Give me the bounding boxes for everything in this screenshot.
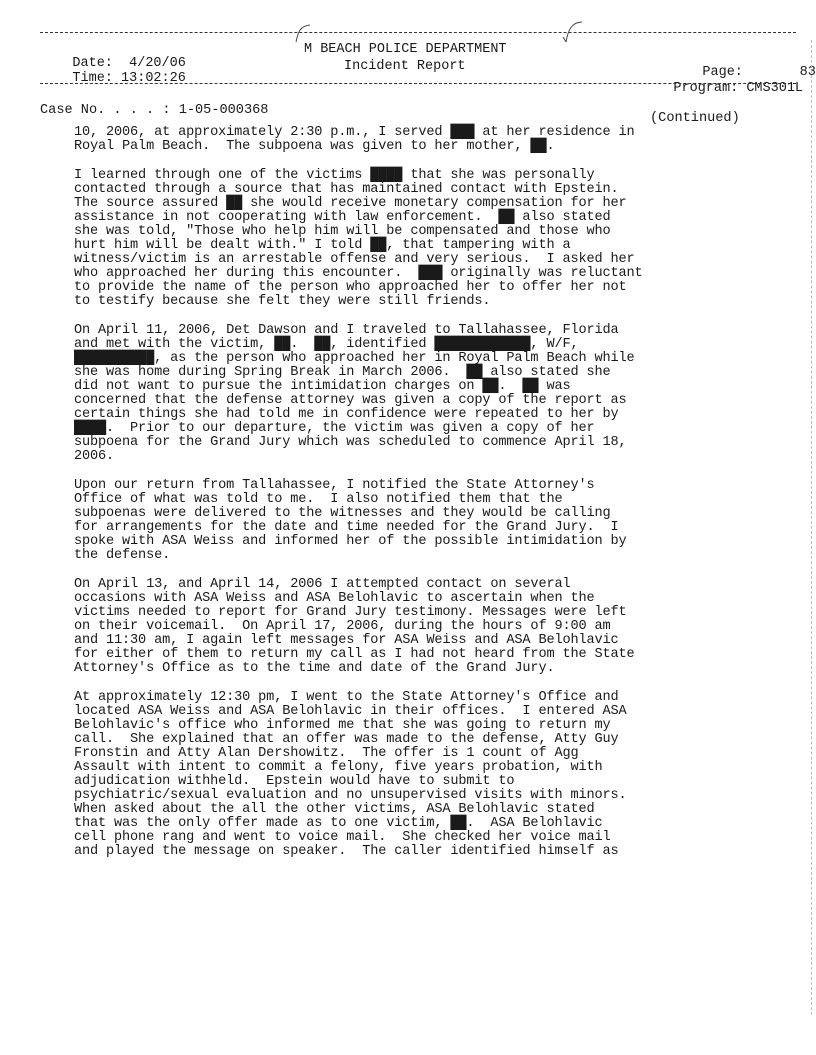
paragraph-1: 10, 2006, at approximately 2:30 p.m., I served ███ at her residence in Royal Palm Beach. The subpoena was given to her mother, ██. [74, 125, 635, 154]
header-bottom-rule [40, 83, 796, 84]
header-program-line [641, 66, 803, 111]
continued-label: (Continued) [650, 111, 740, 126]
case-label: Case No. . . . : [40, 103, 171, 118]
header-top-rule [40, 32, 796, 33]
pen-mark-left [292, 22, 316, 44]
time-label: Time: [72, 71, 113, 86]
scan-edge-line [811, 40, 812, 1015]
report-time: 13:02:26 [121, 71, 186, 86]
paragraph-2: I learned through one of the victims ████ that she was personally contacted through a source that has maintained contact with Epstein. The source assured ██ she would receive monetary compensation for her assistance in not cooperating with law enforcement. ██ also stated she was told, "Those who help him will be compensated and those who hurt him will be dealt with." I told ██, that tampering with a witness/victim is an arrestable offense and very serious. I asked her who approached her during this encounter. ███ originally was reluctant to provide the name of the person who approached her to offer her not to testify because she felt they were still friends. [74, 168, 643, 309]
paragraph-5: On April 13, and April 14, 2006 I attempted contact on several occasions with ASA Weiss and ASA Belohlavic to ascertain when the victims needed to report for Grand Jury testimony. Messages were left on their voicemail. On April 17, 2006, during the hours of 9:00 am and 11:30 am, I again left messages for ASA Weiss and ASA Belohlavic for either of them to return my call as I had not heard from the State Attorney's Office as to the time and date of the Grand Jury. [74, 577, 635, 676]
page-label: Page: [702, 65, 743, 80]
page-number: 83 [799, 65, 816, 80]
report-date: 4/20/06 [129, 56, 186, 71]
paragraph-3: On April 11, 2006, Det Dawson and I traveled to Tallahassee, Florida and met with the victim, ██. ██, identified ████████████, W/F, ██████████, as the person who approached her in Royal Palm Beach while she was home during Spring Break in March 2006. ██ also stated she did not want to pursue the intimidation charges on ██. ██ was concerned that the defense attorney was given a copy of the report as certain things she had told me in confidence were repeated to her by ████. Prior to our departure, the victim was given a copy of her subpoena for the Grand Jury which was scheduled to commence April 18, 2006. [74, 323, 635, 464]
date-label: Date: [72, 56, 113, 71]
program-label: Program: [673, 81, 739, 96]
report-type: Incident Report [344, 59, 466, 74]
case-number-line [40, 103, 268, 118]
paragraph-4: Upon our return from Tallahassee, I notified the State Attorney's Office of what was told to me. I also notified them that the subpoenas were delivered to the witnesses and they would be calling for arrangements for the date and time needed for the Grand Jury. I spoke with ASA Weiss and informed her of the possible intimidation by the defense. [74, 478, 627, 563]
paragraph-6: At approximately 12:30 pm, I went to the State Attorney's Office and located ASA Weiss and ASA Belohlavic in their offices. I entered ASA Belohlavic's office who informed me that she was going to return my call. She explained that an offer was made to the defense, Atty Guy Fronstin and Atty Alan Dershowitz. The offer is 1 count of Agg Assault with intent to commit a felony, five years probation, with adjudication withheld. Epstein would have to submit to psychiatric/sexual evaluation and no unsupervised visits with minors. When asked about the all the other victims, ASA Belohlavic stated that was the only offer made as to one victim, ██. ASA Belohlavic cell phone rang and went to voice mail. She checked her voice mail and played the message on speaker. The caller identified himself as [74, 690, 627, 859]
department-name: M BEACH POLICE DEPARTMENT [304, 42, 507, 57]
program-code: CMS301L [746, 81, 804, 96]
report-body [74, 126, 764, 874]
header-time-line [40, 56, 186, 101]
case-number: 1-05-000368 [178, 103, 269, 118]
pen-mark-right [560, 20, 586, 44]
